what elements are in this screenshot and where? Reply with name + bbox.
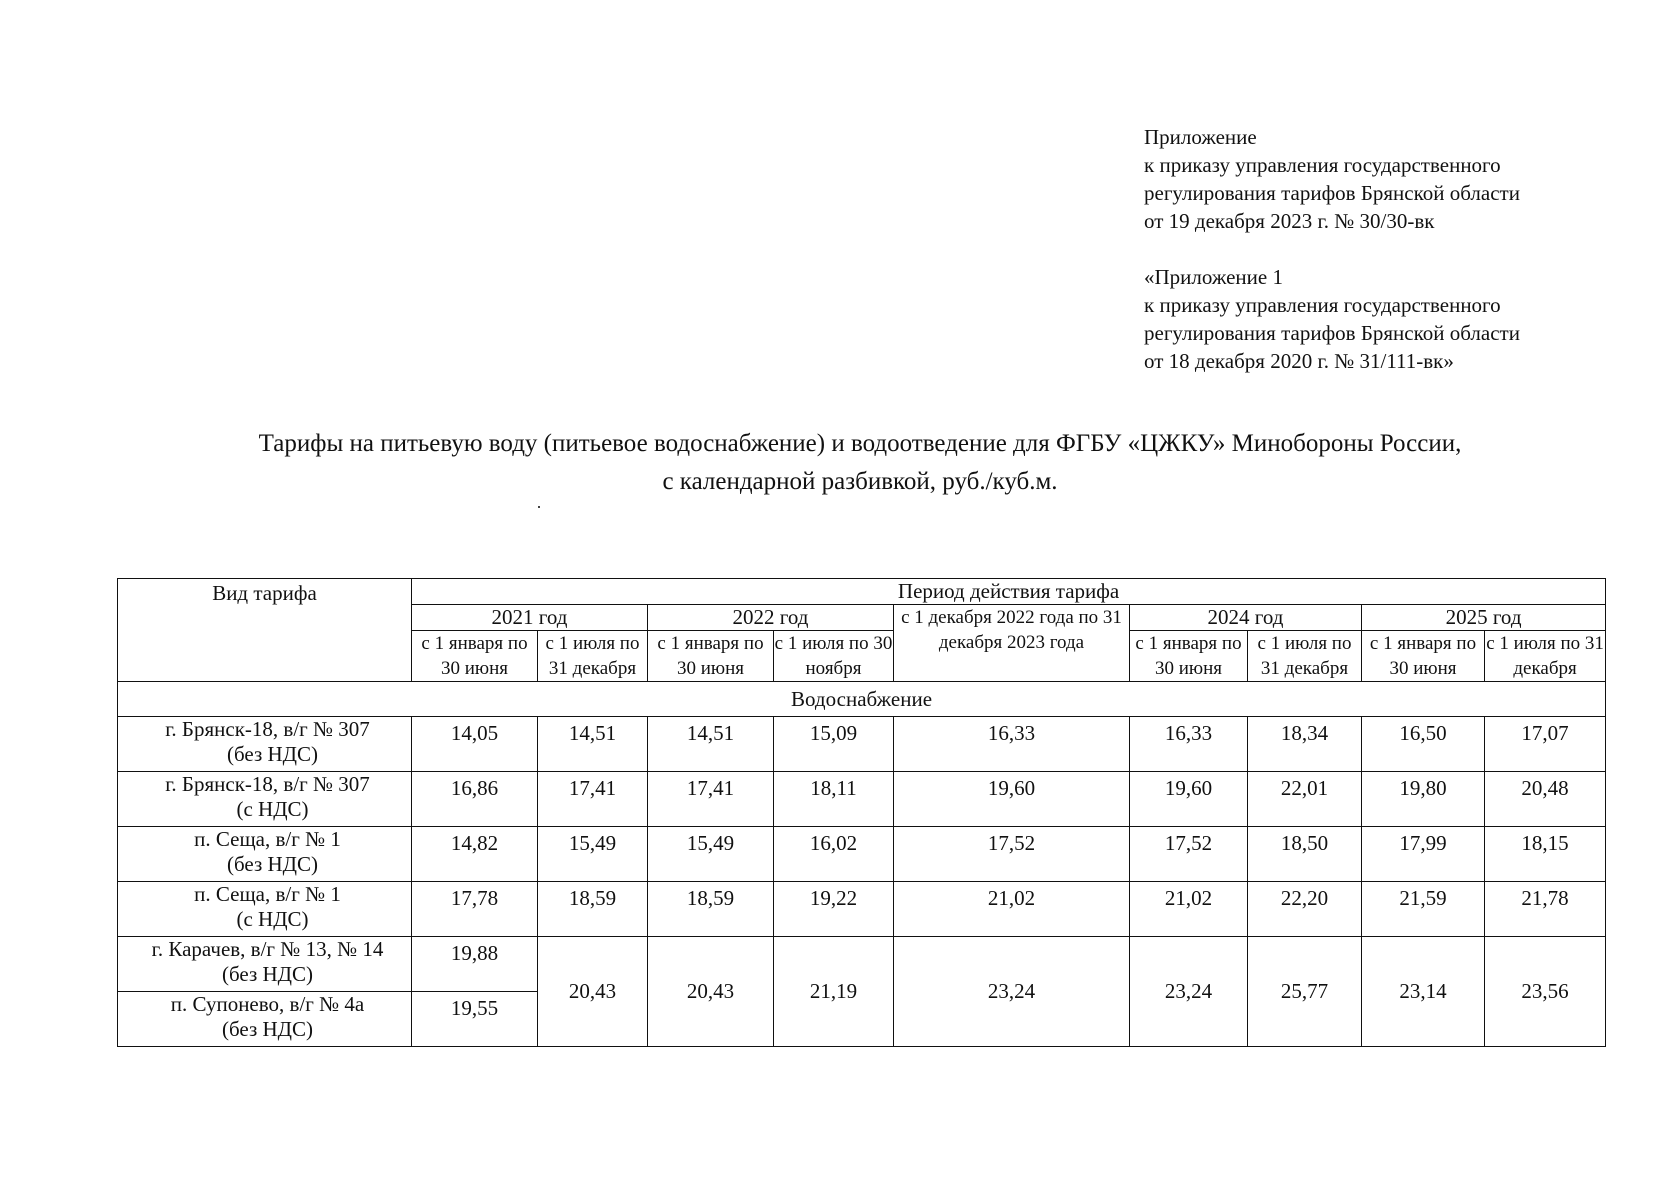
tariff-value-shared: 21,19 [774,937,894,1047]
tariff-value: 21,02 [1130,882,1248,937]
tariff-value-shared: 23,24 [894,937,1130,1047]
tariff-value: 14,51 [538,717,648,772]
row-name-line: г. Брянск-18, в/г № 307 [165,772,370,796]
section-row [118,682,1606,717]
row-name-note: (без НДС) [221,962,313,986]
row-name-line: п. Супонево, в/г № 4а [170,992,365,1016]
row-name [118,882,412,937]
header-year-2025: 2025 год [1362,605,1606,631]
header-year-2022: 2022 год [648,605,894,631]
header-subperiod: с 1 января по 30 июня [648,631,774,682]
tariff-value: 18,11 [774,772,894,827]
tariff-value: 17,52 [1130,827,1248,882]
tariff-value-shared: 23,24 [1130,937,1248,1047]
tariff-value: 15,49 [538,827,648,882]
tariff-value: 21,02 [894,882,1130,937]
row-name [118,772,412,827]
tariff-value: 15,49 [648,827,774,882]
tariff-value: 19,60 [1130,772,1248,827]
tariff-value: 15,09 [774,717,894,772]
tariff-value: 22,20 [1248,882,1362,937]
tariff-value-shared: 20,43 [538,937,648,1047]
tariff-value: 21,59 [1362,882,1485,937]
header-subperiod: с 1 января по 30 июня [1130,631,1248,682]
tariff-value: 16,33 [1130,717,1248,772]
row-name-note: (без НДС) [226,742,318,766]
quoted-appendix-line: «Приложение 1 [1144,265,1283,289]
tariff-value: 17,99 [1362,827,1485,882]
row-name [118,937,412,992]
tariff-value: 20,48 [1485,772,1606,827]
tariff-value: 17,52 [894,827,1130,882]
title-line-1: Тарифы на питьевую воду (питьевое водоснабжение) и водоотведение для ФГБУ «ЦЖКУ» Минобороны России, [258,430,1462,457]
tariff-value: 18,34 [1248,717,1362,772]
header-subperiod: с 1 июля по 30 ноября [774,631,894,682]
table-row [118,772,1606,827]
tariff-value: 17,41 [538,772,648,827]
row-name-note: (без НДС) [221,1017,313,1041]
tariff-value: 19,60 [894,772,1130,827]
tariff-value: 14,82 [412,827,538,882]
tariff-value: 19,88 [412,937,538,992]
tariff-value-shared: 20,43 [648,937,774,1047]
spacer [1144,235,1520,263]
row-name-line: г. Брянск-18, в/г № 307 [165,717,370,741]
appendix-line: Приложение [1144,125,1257,149]
quoted-appendix-line: регулирования тарифов Брянской области [1144,321,1520,345]
tariff-value: 19,22 [774,882,894,937]
appendix-line: к приказу управления государственного [1144,153,1501,177]
header-subperiod: с 1 июля по 31 декабря [538,631,648,682]
tariff-value: 17,41 [648,772,774,827]
table-row [118,827,1606,882]
header-subperiod: с 1 января по 30 июня [412,631,538,682]
tariff-value-shared: 23,14 [1362,937,1485,1047]
tariff-value: 14,51 [648,717,774,772]
table-row [118,937,1606,992]
tariff-value: 22,01 [1248,772,1362,827]
header-year-2021: 2021 год [412,605,648,631]
header-special-period: с 1 декабря 2022 года по 31 декабря 2023 года [894,605,1130,682]
row-name-line: п. Сеща, в/г № 1 [194,882,341,906]
tariff-value-shared: 23,56 [1485,937,1606,1047]
appendix-line: от 19 декабря 2023 г. № 30/30-вк [1144,209,1435,233]
row-name-note: (с НДС) [236,907,309,931]
tariff-value: 19,55 [412,992,538,1047]
row-name [118,827,412,882]
row-name [118,717,412,772]
tariff-value-shared: 25,77 [1248,937,1362,1047]
table-row [118,882,1606,937]
tariff-value: 16,50 [1362,717,1485,772]
tariff-value: 18,59 [648,882,774,937]
tariff-value: 18,15 [1485,827,1606,882]
tariff-table [117,578,1606,1047]
tariff-value: 16,86 [412,772,538,827]
header-row-period [118,579,1606,605]
appendix-line: регулирования тарифов Брянской области [1144,181,1520,205]
header-subperiod: с 1 июля по 31 декабря [1248,631,1362,682]
header-period: Период действия тарифа [412,579,1606,605]
tariff-value: 18,59 [538,882,648,937]
row-name-note: (с НДС) [236,797,309,821]
row-name-line: п. Сеща, в/г № 1 [194,827,341,851]
title-line-2: с календарной разбивкой, руб./куб.м. [662,468,1058,495]
document-title [0,425,1676,501]
row-name-line: г. Карачев, в/г № 13, № 14 [151,937,384,961]
quoted-appendix-line: от 18 декабря 2020 г. № 31/111-вк» [1144,349,1454,373]
appendix-block [1144,123,1520,375]
tariff-value: 19,80 [1362,772,1485,827]
quoted-appendix-line: к приказу управления государственного [1144,293,1501,317]
tariff-value: 18,50 [1248,827,1362,882]
header-tariff-type: Вид тарифа [118,579,412,682]
header-subperiod: с 1 января по 30 июня [1362,631,1485,682]
header-subperiod: с 1 июля по 31 декабря [1485,631,1606,682]
tariff-value: 17,78 [412,882,538,937]
tariff-value: 17,07 [1485,717,1606,772]
header-year-2024: 2024 год [1130,605,1362,631]
scan-speck [538,506,540,508]
table-row [118,717,1606,772]
row-name-note: (без НДС) [226,852,318,876]
tariff-value: 16,33 [894,717,1130,772]
tariff-value: 21,78 [1485,882,1606,937]
section-title: Водоснабжение [118,682,1606,717]
tariff-value: 14,05 [412,717,538,772]
row-name [118,992,412,1047]
tariff-value: 16,02 [774,827,894,882]
